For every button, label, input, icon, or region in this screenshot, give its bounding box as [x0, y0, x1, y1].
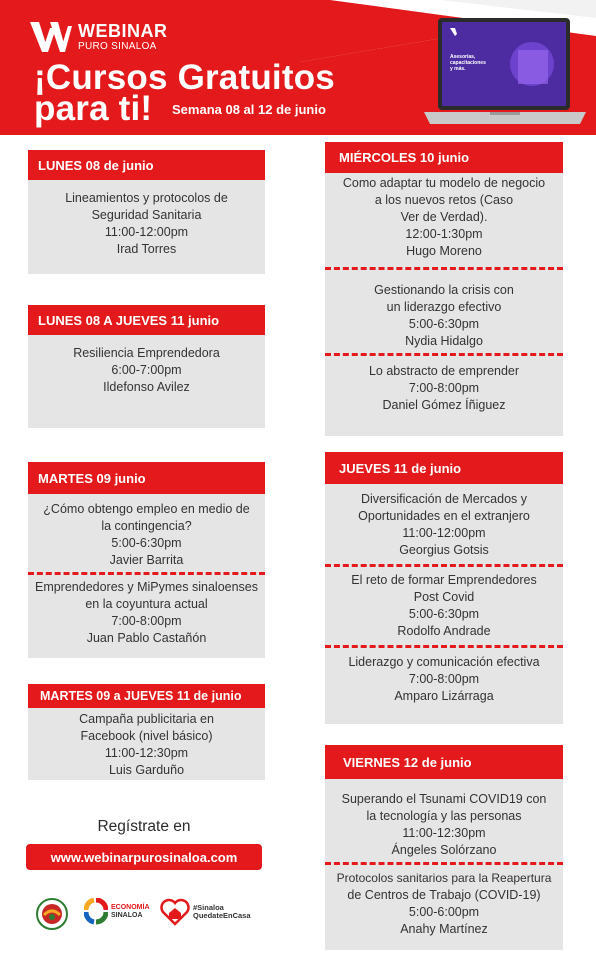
headline-line-2: para ti! — [34, 89, 153, 128]
laptop-screen-text: Asesorías, capacitaciones y más. — [450, 54, 486, 72]
course-time: 7:00-8:00pm — [111, 614, 182, 628]
course-item — [28, 501, 265, 571]
course-title: Post Covid — [413, 590, 475, 604]
course-item — [325, 791, 563, 861]
course-speaker: Nydia Hidalgo — [405, 334, 483, 348]
course-title: Diversificación de Mercados y — [360, 492, 528, 506]
course-title: la contingencia? — [101, 519, 192, 533]
partner-sinaloa-seal — [36, 898, 68, 930]
heart-house-icon — [160, 898, 190, 926]
card-viernes — [325, 745, 563, 950]
card-lunes-title: LUNES 08 de junio — [28, 150, 265, 180]
course-item — [325, 870, 563, 938]
dashed-divider — [325, 353, 563, 356]
economia-logo-icon — [84, 898, 108, 926]
sinaloa-seal-icon — [36, 898, 68, 930]
course-speaker: Juan Pablo Castañón — [86, 631, 207, 645]
card-martes-jueves-title: MARTES 09 a JUEVES 11 de junio — [28, 684, 265, 708]
course-speaker: Anahy Martínez — [400, 922, 488, 936]
course-title: Como adaptar tu modelo de negocio — [342, 176, 546, 190]
course-time: 11:00-12:30pm — [104, 746, 189, 760]
partner-economia-line1: ECONOMÍA — [111, 904, 150, 911]
course-item — [325, 363, 563, 414]
course-title: Oportunidades en el extranjero — [358, 509, 530, 523]
course-time: 6:00-7:00pm — [111, 363, 182, 377]
course-title: El reto de formar Emprendedores — [351, 573, 537, 587]
course-title: Ver de Verdad). — [400, 210, 488, 224]
register-label: Regístrate en — [97, 818, 191, 835]
card-jueves — [325, 452, 563, 724]
course-time: 11:00-12:00pm — [402, 526, 486, 540]
laptop-illustration — [420, 14, 590, 129]
course-time: 12:00-1:30pm — [405, 227, 483, 241]
course-title: Lo abstracto de emprender — [368, 364, 520, 378]
week-range: Semana 08 al 12 de junio — [172, 102, 326, 117]
course-speaker: Ángeles Solórzano — [391, 843, 497, 857]
course-speaker: Daniel Gómez Íñiguez — [382, 398, 506, 412]
course-time: 7:00-8:00pm — [408, 381, 480, 395]
course-item — [325, 572, 563, 644]
course-speaker: Amparo Lizárraga — [394, 689, 494, 703]
course-time: 11:00-12:00pm — [104, 225, 189, 239]
course-item — [28, 190, 265, 258]
course-time: 7:00-8:00pm — [408, 672, 480, 686]
partner-quedate-line2: QuedateEnCasa — [193, 911, 251, 920]
card-martes — [28, 462, 265, 658]
dashed-divider — [325, 564, 563, 567]
card-miercoles — [325, 142, 563, 436]
course-time: 5:00-6:30pm — [111, 536, 182, 550]
course-speaker: Javier Barrita — [109, 553, 184, 567]
partner-quedate-en-casa — [160, 898, 251, 926]
webinar-logo — [30, 22, 168, 52]
course-item — [325, 175, 563, 263]
course-title: Seguridad Sanitaria — [91, 208, 202, 222]
headline-line-1: ¡Cursos Gratuitos — [34, 58, 335, 97]
course-speaker: Ildefonso Avilez — [103, 380, 190, 394]
course-speaker: Georgius Gotsis — [399, 543, 489, 557]
course-item — [28, 711, 265, 779]
card-viernes-title: VIERNES 12 de junio — [325, 745, 563, 779]
course-title: a los nuevos retos (Caso — [374, 193, 514, 207]
course-title: Gestionando la crisis con — [374, 283, 514, 297]
card-lunes — [28, 150, 265, 274]
brand-subtitle: PURO SINALOA — [78, 41, 157, 52]
partner-quedate-line1: #Sinaloa — [193, 903, 224, 912]
brand-title: WEBINAR — [78, 21, 168, 41]
register-url-link[interactable]: www.webinarpurosinaloa.com — [26, 844, 262, 870]
course-item — [325, 491, 563, 563]
course-title: Campaña publicitaria en — [79, 712, 214, 726]
card-jueves-title: JUEVES 11 de junio — [325, 452, 563, 484]
webinar-w-icon — [30, 22, 72, 52]
course-item — [28, 345, 265, 396]
course-title: en la coyuntura actual — [85, 597, 208, 611]
card-martes-jueves — [28, 684, 265, 780]
course-title: Emprendedores y MiPymes sinaloenses — [34, 580, 259, 594]
dashed-divider — [325, 267, 563, 270]
course-title: Liderazgo y comunicación efectiva — [348, 655, 540, 669]
course-title: Facebook (nivel básico) — [80, 729, 213, 743]
course-title: Lineamientos y protocolos de — [65, 191, 228, 205]
card-miercoles-title: MIÉRCOLES 10 junio — [325, 142, 563, 173]
course-time: 5:00-6:30pm — [408, 607, 480, 621]
course-speaker: Irad Torres — [116, 242, 177, 256]
course-time: 11:00-12:30pm — [402, 826, 486, 840]
course-item — [28, 579, 265, 647]
course-time: 5:00-6:30pm — [408, 317, 480, 331]
course-title: de Centros de Trabajo (COVID-19) — [347, 888, 541, 902]
course-title: ¿Cómo obtengo empleo en medio de — [43, 502, 250, 516]
dashed-divider — [325, 645, 563, 648]
course-title: Superando el Tsunami COVID19 con — [341, 792, 547, 806]
partner-economia-line2: SINALOA — [111, 912, 143, 919]
course-time: 5:00-6:00pm — [408, 905, 480, 919]
partner-economia-sinaloa — [84, 898, 150, 926]
course-speaker: Rodolfo Andrade — [397, 624, 491, 638]
card-martes-title: MARTES 09 junio — [28, 462, 265, 494]
course-item — [325, 654, 563, 705]
course-speaker: Luis Garduño — [108, 763, 185, 777]
course-title: un liderazgo efectivo — [386, 300, 502, 314]
card-lunes-jueves — [28, 305, 265, 428]
course-speaker: Hugo Moreno — [406, 244, 482, 258]
dashed-divider — [28, 572, 265, 575]
course-item — [325, 282, 563, 350]
course-title: Resiliencia Emprendedora — [73, 346, 220, 360]
course-title: Protocolos sanitarios para la Reapertura — [336, 871, 552, 885]
dashed-divider — [325, 862, 563, 865]
course-title: la tecnología y las personas — [366, 809, 522, 823]
card-lunes-jueves-title: LUNES 08 A JUEVES 11 junio — [28, 305, 265, 335]
